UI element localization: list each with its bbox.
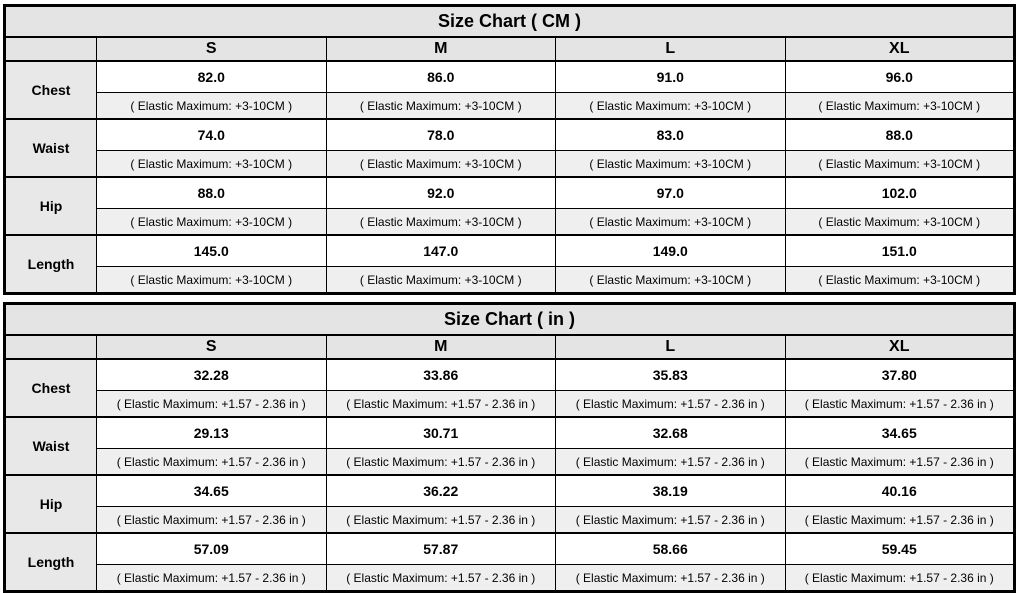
- cm-column-header-xl: XL: [785, 37, 1015, 61]
- cm-chest-l: 91.0: [556, 61, 786, 93]
- in-waist-l: 32.68: [556, 417, 786, 449]
- elastic-note: ( Elastic Maximum: +3-10CM ): [785, 209, 1015, 236]
- in-length-value-row: [5, 533, 1015, 565]
- elastic-note: ( Elastic Maximum: +1.57 - 2.36 in ): [785, 449, 1015, 476]
- in-chest-note-row: [5, 391, 1015, 418]
- elastic-note: ( Elastic Maximum: +3-10CM ): [785, 93, 1015, 120]
- in-hip-note-row: [5, 507, 1015, 534]
- elastic-note: ( Elastic Maximum: +3-10CM ): [556, 93, 786, 120]
- cm-table-title: Size Chart ( CM ): [5, 6, 1015, 38]
- elastic-note: ( Elastic Maximum: +3-10CM ): [326, 267, 556, 294]
- cm-chest-value-row: [5, 61, 1015, 93]
- cm-chest-m: 86.0: [326, 61, 556, 93]
- elastic-note: ( Elastic Maximum: +3-10CM ): [97, 93, 327, 120]
- in-chest-value-row: [5, 359, 1015, 391]
- elastic-note: ( Elastic Maximum: +1.57 - 2.36 in ): [556, 391, 786, 418]
- cm-waist-note-row: [5, 151, 1015, 178]
- in-hip-m: 36.22: [326, 475, 556, 507]
- elastic-note: ( Elastic Maximum: +1.57 - 2.36 in ): [556, 449, 786, 476]
- cm-title-row: [5, 6, 1015, 38]
- in-header-row: [5, 335, 1015, 359]
- elastic-note: ( Elastic Maximum: +1.57 - 2.36 in ): [97, 391, 327, 418]
- cm-chest-s: 82.0: [97, 61, 327, 93]
- in-hip-xl: 40.16: [785, 475, 1015, 507]
- cm-waist-l: 83.0: [556, 119, 786, 151]
- elastic-note: ( Elastic Maximum: +1.57 - 2.36 in ): [97, 449, 327, 476]
- elastic-note: ( Elastic Maximum: +1.57 - 2.36 in ): [326, 391, 556, 418]
- in-column-header-m: M: [326, 335, 556, 359]
- elastic-note: ( Elastic Maximum: +1.57 - 2.36 in ): [97, 565, 327, 592]
- in-length-note-row: [5, 565, 1015, 592]
- elastic-note: ( Elastic Maximum: +1.57 - 2.36 in ): [326, 565, 556, 592]
- cm-length-l: 149.0: [556, 235, 786, 267]
- cm-waist-xl: 88.0: [785, 119, 1015, 151]
- elastic-note: ( Elastic Maximum: +1.57 - 2.36 in ): [785, 391, 1015, 418]
- elastic-note: ( Elastic Maximum: +3-10CM ): [326, 151, 556, 178]
- cm-hip-xl: 102.0: [785, 177, 1015, 209]
- elastic-note: ( Elastic Maximum: +3-10CM ): [556, 209, 786, 236]
- cm-row-label-chest: Chest: [5, 61, 97, 119]
- in-row-label-waist: Waist: [5, 417, 97, 475]
- in-row-label-hip: Hip: [5, 475, 97, 533]
- cm-column-header-m: M: [326, 37, 556, 61]
- cm-hip-m: 92.0: [326, 177, 556, 209]
- in-column-header-xl: XL: [785, 335, 1015, 359]
- in-waist-xl: 34.65: [785, 417, 1015, 449]
- elastic-note: ( Elastic Maximum: +1.57 - 2.36 in ): [785, 507, 1015, 534]
- cm-length-m: 147.0: [326, 235, 556, 267]
- elastic-note: ( Elastic Maximum: +1.57 - 2.36 in ): [556, 507, 786, 534]
- elastic-note: ( Elastic Maximum: +3-10CM ): [97, 267, 327, 294]
- cm-chest-note-row: [5, 93, 1015, 120]
- cm-column-header-l: L: [556, 37, 786, 61]
- in-hip-value-row: [5, 475, 1015, 507]
- cm-waist-value-row: [5, 119, 1015, 151]
- in-title-row: [5, 304, 1015, 336]
- elastic-note: ( Elastic Maximum: +3-10CM ): [326, 93, 556, 120]
- cm-waist-m: 78.0: [326, 119, 556, 151]
- elastic-note: ( Elastic Maximum: +1.57 - 2.36 in ): [326, 449, 556, 476]
- elastic-note: ( Elastic Maximum: +1.57 - 2.36 in ): [97, 507, 327, 534]
- elastic-note: ( Elastic Maximum: +3-10CM ): [97, 151, 327, 178]
- elastic-note: ( Elastic Maximum: +3-10CM ): [556, 267, 786, 294]
- cm-hip-value-row: [5, 177, 1015, 209]
- cm-header-row: [5, 37, 1015, 61]
- in-waist-value-row: [5, 417, 1015, 449]
- cm-hip-note-row: [5, 209, 1015, 236]
- cm-row-label-hip: Hip: [5, 177, 97, 235]
- in-chest-m: 33.86: [326, 359, 556, 391]
- in-length-m: 57.87: [326, 533, 556, 565]
- elastic-note: ( Elastic Maximum: +3-10CM ): [785, 151, 1015, 178]
- in-column-header-l: L: [556, 335, 786, 359]
- cm-length-xl: 151.0: [785, 235, 1015, 267]
- in-waist-note-row: [5, 449, 1015, 476]
- cm-length-value-row: [5, 235, 1015, 267]
- in-column-header-s: S: [97, 335, 327, 359]
- elastic-note: ( Elastic Maximum: +1.57 - 2.36 in ): [556, 565, 786, 592]
- in-waist-m: 30.71: [326, 417, 556, 449]
- in-length-s: 57.09: [97, 533, 327, 565]
- cm-chest-xl: 96.0: [785, 61, 1015, 93]
- in-corner-cell: [5, 335, 97, 359]
- in-length-l: 58.66: [556, 533, 786, 565]
- elastic-note: ( Elastic Maximum: +3-10CM ): [326, 209, 556, 236]
- in-chest-xl: 37.80: [785, 359, 1015, 391]
- size-chart-cm-table: [3, 4, 1016, 295]
- cm-row-label-waist: Waist: [5, 119, 97, 177]
- cm-hip-l: 97.0: [556, 177, 786, 209]
- in-row-label-chest: Chest: [5, 359, 97, 417]
- cm-hip-s: 88.0: [97, 177, 327, 209]
- cm-column-header-s: S: [97, 37, 327, 61]
- elastic-note: ( Elastic Maximum: +3-10CM ): [785, 267, 1015, 294]
- cm-waist-s: 74.0: [97, 119, 327, 151]
- elastic-note: ( Elastic Maximum: +1.57 - 2.36 in ): [785, 565, 1015, 592]
- cm-row-label-length: Length: [5, 235, 97, 294]
- elastic-note: ( Elastic Maximum: +3-10CM ): [556, 151, 786, 178]
- in-hip-s: 34.65: [97, 475, 327, 507]
- in-table-title: Size Chart ( in ): [5, 304, 1015, 336]
- in-length-xl: 59.45: [785, 533, 1015, 565]
- in-chest-s: 32.28: [97, 359, 327, 391]
- in-row-label-length: Length: [5, 533, 97, 592]
- elastic-note: ( Elastic Maximum: +1.57 - 2.36 in ): [326, 507, 556, 534]
- cm-corner-cell: [5, 37, 97, 61]
- size-chart-in-table: [3, 302, 1016, 593]
- cm-length-note-row: [5, 267, 1015, 294]
- elastic-note: ( Elastic Maximum: +3-10CM ): [97, 209, 327, 236]
- in-hip-l: 38.19: [556, 475, 786, 507]
- in-waist-s: 29.13: [97, 417, 327, 449]
- cm-length-s: 145.0: [97, 235, 327, 267]
- in-chest-l: 35.83: [556, 359, 786, 391]
